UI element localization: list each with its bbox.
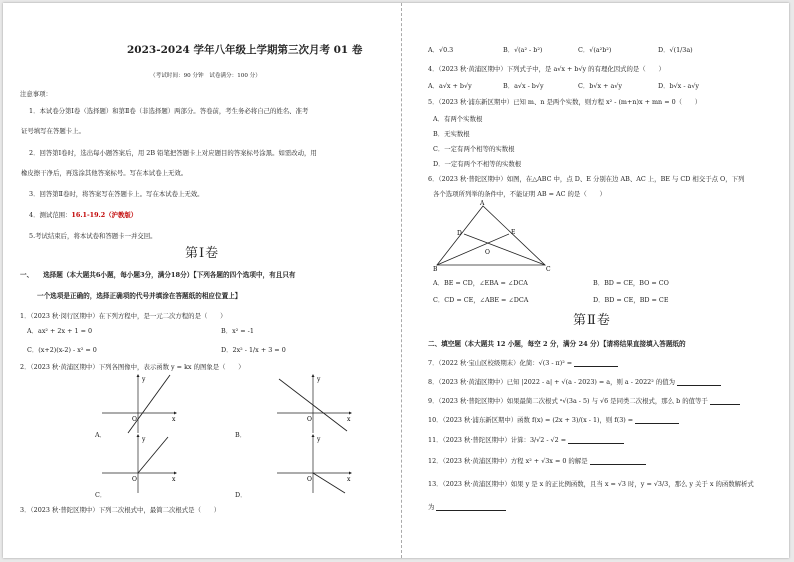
q12-text: 12．（2023 秋·黄浦区期中）方程 x² + √3x = 0 的解是 bbox=[428, 457, 588, 465]
exam-subtitle: （考试时间：90 分钟 试卷满分：100 分） bbox=[150, 73, 261, 79]
q2-option-c: C． bbox=[95, 491, 107, 499]
note-2a: 2．回答第Ⅰ卷时，选出每小题答案后，用 2B 铅笔把答题卡上对应题目的答案标号涂黑。如需改动，用 bbox=[29, 149, 317, 157]
q4-stem: 4．（2023 秋·黄浦区期中）下列式子中，是 a√x + b√y 的有理化因式的是（ ） bbox=[428, 65, 665, 73]
q7-answer-blank[interactable] bbox=[574, 360, 618, 367]
note-3: 3．回答第Ⅱ卷时，将答案写在答题卡上。写在本试卷上无效。 bbox=[29, 190, 204, 198]
note-5: 5.考试结束后，将本试卷和答题卡一并交回。 bbox=[29, 232, 157, 240]
q13b bbox=[428, 503, 506, 511]
q2-option-d: D． bbox=[235, 491, 247, 499]
q5-option-c: C．一定有两个相等的实数根 bbox=[433, 145, 515, 153]
q6-stem-b: 各个选项所列举的条件中，不能证明 AB = AC 的是（ ） bbox=[433, 190, 606, 198]
origin-label: O bbox=[307, 476, 312, 483]
triangle-abc bbox=[437, 206, 545, 265]
function-ray bbox=[313, 473, 345, 493]
q1-option-c: C．(x+2)(x-2) - x² = 0 bbox=[27, 346, 97, 354]
q10-answer-blank[interactable] bbox=[635, 417, 679, 424]
y-label: y bbox=[142, 376, 146, 383]
q10-text: 10．（2023 秋·浦东新区期中）函数 f(x) = (2x + 3)/(x - 1)，则 f(3) = bbox=[428, 416, 634, 424]
q2-stem: 2．（2023 秋·黄浦区期中）下列各图像中，表示函数 y = kx 的图象是（ ） bbox=[20, 363, 245, 371]
q6-option-c: C．CD = CE，∠ABE = ∠DCA bbox=[433, 296, 529, 304]
q6-option-b: B．BD = CE，BO = CO bbox=[593, 279, 669, 287]
q2-option-b: B． bbox=[235, 431, 247, 439]
test-range: 16.1-19.2（沪教版） bbox=[71, 211, 138, 219]
q2-graph-d bbox=[273, 433, 353, 495]
q2-option-a: A． bbox=[95, 431, 107, 439]
q3-option-c: C．√(a²b²) bbox=[578, 46, 612, 54]
q3-option-a: A．√0.3 bbox=[428, 46, 454, 54]
q2-graph-c bbox=[98, 433, 178, 495]
part1-title: 第Ⅰ卷 bbox=[185, 246, 220, 261]
q13a: 13．（2023 秋·黄浦区期中）如果 y 是 x 的正比例函数，且当 x = √3 时，y = √3/3，那么 y 关于 x 的函数解析式 bbox=[428, 480, 754, 488]
q9 bbox=[428, 397, 740, 405]
point-e-label: E bbox=[511, 229, 516, 236]
origin-label: O bbox=[132, 416, 137, 423]
part2-instructions: 二、填空题（本大题共 12 小题，每空 2 分，满分 24 分）【请将结果直接填入答题纸的 bbox=[428, 340, 686, 348]
segment-be bbox=[437, 234, 509, 265]
point-a-label: A bbox=[480, 200, 485, 207]
right-column bbox=[403, 3, 789, 558]
q3-option-d: D．√(1/3a) bbox=[658, 46, 693, 54]
part2-title: 第Ⅱ卷 bbox=[573, 313, 611, 328]
q10 bbox=[428, 416, 679, 424]
q5-stem: 5．（2023 秋·浦东新区期中）已知 m、n 是两个实数，则方程 x² - (m+n)x + mn = 0（ ） bbox=[428, 98, 702, 106]
note-1a: 1．本试卷分第Ⅰ卷（选择题）和第Ⅱ卷（非选择题）两部分。答卷前，考生务必将自己的姓名、准考 bbox=[29, 107, 309, 115]
function-line bbox=[128, 375, 170, 433]
q6-option-a: A．BE = CD，∠EBA = ∠DCA bbox=[433, 279, 528, 287]
note-1b: 证号填写在答题卡上。 bbox=[21, 127, 85, 135]
q5-option-a: A．有两个实数根 bbox=[433, 115, 483, 123]
column-divider bbox=[401, 3, 402, 558]
notes-heading: 注意事项： bbox=[20, 90, 52, 98]
x-label: x bbox=[347, 476, 351, 483]
q13-answer-blank[interactable] bbox=[436, 504, 506, 511]
q7 bbox=[428, 359, 618, 367]
point-b-label: B bbox=[433, 266, 438, 271]
y-label: y bbox=[142, 436, 146, 443]
q6-stem-a: 6．（2023 秋·普陀区期中）如图，在△ABC 中，点 D、E 分别在边 AB、AC 上，BE 与 CD 相交于点 O，下列 bbox=[428, 175, 745, 183]
q3-option-b: B．√(a² - b²) bbox=[503, 46, 543, 54]
part1-instructions-b: 一个选项是正确的，选择正确项的代号并填涂在答题纸的相应位置上】 bbox=[37, 292, 242, 300]
q1-option-d: D．2x² - 1/x + 3 = 0 bbox=[221, 346, 286, 354]
point-d-label: D bbox=[457, 230, 462, 237]
q4-option-a: A．a√x + b√y bbox=[428, 82, 472, 90]
q7-text: 7．（2022 秋·宝山区校级期末）化简：√(3 - π)² = bbox=[428, 359, 573, 367]
x-label: x bbox=[347, 416, 351, 423]
q5-option-b: B．无实数根 bbox=[433, 130, 470, 138]
note-4-prefix: 4．测试范围： bbox=[29, 211, 72, 219]
note-4 bbox=[29, 211, 137, 219]
q1-option-b: B．x² = -1 bbox=[221, 327, 254, 335]
q2-graph-a bbox=[98, 373, 178, 435]
q8 bbox=[428, 378, 721, 386]
x-label: x bbox=[172, 476, 176, 483]
q11 bbox=[428, 436, 624, 444]
q2-graph-b bbox=[273, 373, 353, 435]
q11-answer-blank[interactable] bbox=[568, 437, 624, 444]
point-o-label: O bbox=[485, 249, 490, 256]
page-title: 2023-2024 学年八年级上学期第三次月考 01 卷 bbox=[127, 44, 363, 56]
q3-stem: 3．（2023 秋·普陀区期中）下列二次根式中，最简二次根式是（ ） bbox=[20, 506, 221, 514]
left-column bbox=[3, 3, 401, 558]
exam-sheet bbox=[3, 3, 789, 558]
q12 bbox=[428, 457, 646, 465]
note-2b: 橡皮擦干净后，再选涂其他答案标号。写在本试卷上无效。 bbox=[21, 169, 188, 177]
q1-option-a: A．ax² + 2x + 1 = 0 bbox=[27, 327, 93, 335]
q9-text: 9．（2023 秋·普陀区期中）如果最简二次根式 ᵃ√(3a - 5) 与 √6 是同类二次根式，那么 b 的值等于 bbox=[428, 397, 708, 405]
x-label: x bbox=[172, 416, 176, 423]
origin-label: O bbox=[132, 476, 137, 483]
q11-text: 11．（2023 秋·普陀区期中）计算：3/√2 - √2 = bbox=[428, 436, 567, 444]
q8-text: 8．（2023 秋·黄浦区期中）已知 |2022 - a| + √(a - 2023) = a，则 a - 2022² 的值为 bbox=[428, 378, 675, 386]
q6-option-d: D．BD = CE，BD = CE bbox=[593, 296, 669, 304]
y-label: y bbox=[317, 436, 321, 443]
q4-option-b: B．a√x - b√y bbox=[503, 82, 544, 90]
segment-cd bbox=[464, 234, 545, 265]
q9-answer-blank[interactable] bbox=[710, 398, 740, 405]
q13b-text: 为 bbox=[428, 503, 435, 511]
q1-stem: 1．（2023 秋·闵行区期中）在下列方程中，是一元二次方程的是（ ） bbox=[20, 312, 227, 320]
part1-instructions-a: 一、 选择题（本大题共6小题，每小题3分，满分18分）【下列各题的四个选项中，有且只有 bbox=[20, 271, 296, 279]
q5-option-d: D．一定有两个不相等的实数根 bbox=[433, 160, 522, 168]
q4-option-c: C．b√x + a√y bbox=[578, 82, 622, 90]
q4-option-d: D．b√x - a√y bbox=[658, 82, 699, 90]
y-label: y bbox=[317, 376, 321, 383]
q8-answer-blank[interactable] bbox=[677, 379, 721, 386]
q6-triangle-figure bbox=[433, 199, 563, 271]
q12-answer-blank[interactable] bbox=[590, 458, 646, 465]
point-c-label: C bbox=[546, 266, 551, 271]
origin-label: O bbox=[307, 416, 312, 423]
